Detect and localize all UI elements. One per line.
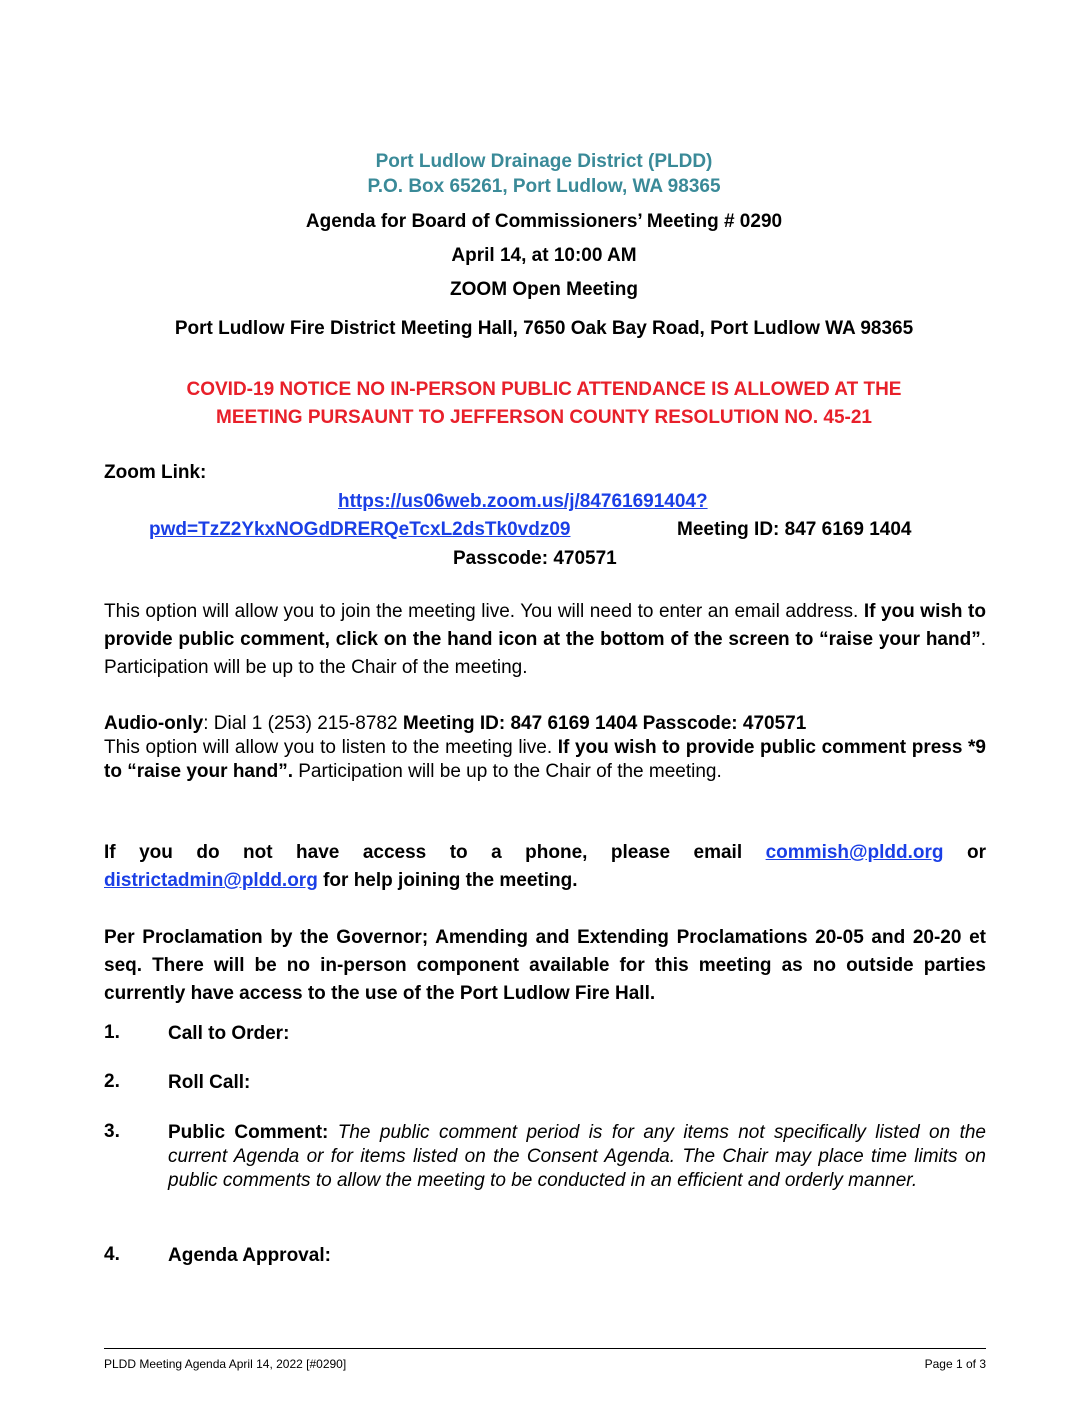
join-info-text2: . Participation will be up to the Chair of the meeting. (104, 629, 986, 678)
email-help-or: or (943, 842, 987, 863)
agenda-item-title: Call to Order: (168, 1023, 290, 1044)
audio-label: Audio-only (104, 713, 204, 734)
agenda-item-title: Roll Call: (168, 1072, 251, 1093)
zoom-link-part1[interactable] (338, 491, 708, 513)
org-address: P.O. Box 65261, Port Ludlow, WA 98365 (367, 176, 721, 197)
email-link-districtadmin[interactable]: districtadmin@pldd.org (104, 870, 318, 891)
email-help-paragraph (104, 839, 986, 895)
agenda-item-number: 4. (104, 1244, 120, 1265)
covid-notice-line1: COVID-19 NOTICE NO IN-PERSON PUBLIC ATTENDANCE IS ALLOWED AT THE (186, 379, 902, 400)
zoom-link-2[interactable]: pwd=TzZ2YkxNOGdDRERQeTcxL2dsTk0vdz09 (149, 519, 571, 540)
meeting-location: Port Ludlow Fire District Meeting Hall, 7650 Oak Bay Road, Port Ludlow WA 98365 (174, 318, 914, 339)
audio-only-paragraph (104, 712, 986, 784)
agenda-item-public-comment (168, 1121, 986, 1193)
covid-notice-line2: MEETING PURSAUNT TO JEFFERSON COUNTY RESOLUTION NO. 45-21 (216, 407, 872, 428)
org-name: Port Ludlow Drainage District (PLDD) (375, 151, 713, 172)
zoom-link-part2[interactable] (149, 519, 570, 541)
agenda-item-title: Public Comment: (168, 1122, 329, 1143)
page-number: Page 1 of 3 (924, 1357, 986, 1371)
email-help-text1: If you do not have access to a phone, please email (104, 842, 766, 863)
meeting-type: ZOOM Open Meeting (450, 279, 638, 300)
footer (104, 1357, 986, 1371)
zoom-link-label: Zoom Link: (104, 462, 207, 483)
audio-text2: Participation will be up to the Chair of the meeting. (292, 761, 722, 782)
footer-rule (104, 1348, 986, 1349)
agenda-item-description: The public comment period is for any items not specifically listed on the current Agenda or for items listed on the Consent Agenda. The Chair may place time limits on public comments to allow the meeting to be conducted in an efficient and orderly manner. (168, 1122, 986, 1191)
zoom-passcode: Passcode: 470571 (453, 548, 617, 569)
agenda-item-title: Agenda Approval: (168, 1245, 331, 1266)
audio-text1: This option will allow you to listen to the meeting live. (104, 737, 558, 758)
email-help-text2: for help joining the meeting. (317, 870, 578, 891)
audio-bold: If you wish to provide public comment press *9 to “raise your hand”. (104, 737, 986, 782)
meeting-date-time: April 14, at 10:00 AM (451, 245, 637, 266)
agenda-item-number: 3. (104, 1121, 120, 1142)
audio-dial: : Dial 1 (253) 215-8782 (203, 713, 403, 734)
audio-ids: Meeting ID: 847 6169 1404 Passcode: 470571 (402, 713, 807, 734)
join-info-bold: If you wish to provide public comment, click on the hand icon at the bottom of the screen to “raise your hand” (104, 601, 986, 650)
agenda-title: Agenda for Board of Commissioners’ Meeting # 0290 (305, 211, 783, 232)
footer-left-text: PLDD Meeting Agenda April 14, 2022 [#0290] (104, 1357, 347, 1371)
proclamation-paragraph: Per Proclamation by the Governor; Amending and Extending Proclamations 20-05 and 20-20 et seq. There will be no in-person component available for this meeting as no outside parties currently have access to the use of the Port Ludlow Fire Hall. (104, 927, 986, 1004)
zoom-meeting-id: Meeting ID: 847 6169 1404 (677, 519, 912, 540)
agenda-item-number: 1. (104, 1022, 120, 1043)
join-info-paragraph (104, 598, 986, 682)
zoom-link-1[interactable]: https://us06web.zoom.us/j/84761691404? (338, 491, 708, 512)
join-info-text1: This option will allow you to join the meeting live. You will need to enter an email address. (104, 601, 864, 622)
agenda-item-number: 2. (104, 1071, 120, 1092)
email-link-commish[interactable]: commish@pldd.org (765, 842, 944, 863)
